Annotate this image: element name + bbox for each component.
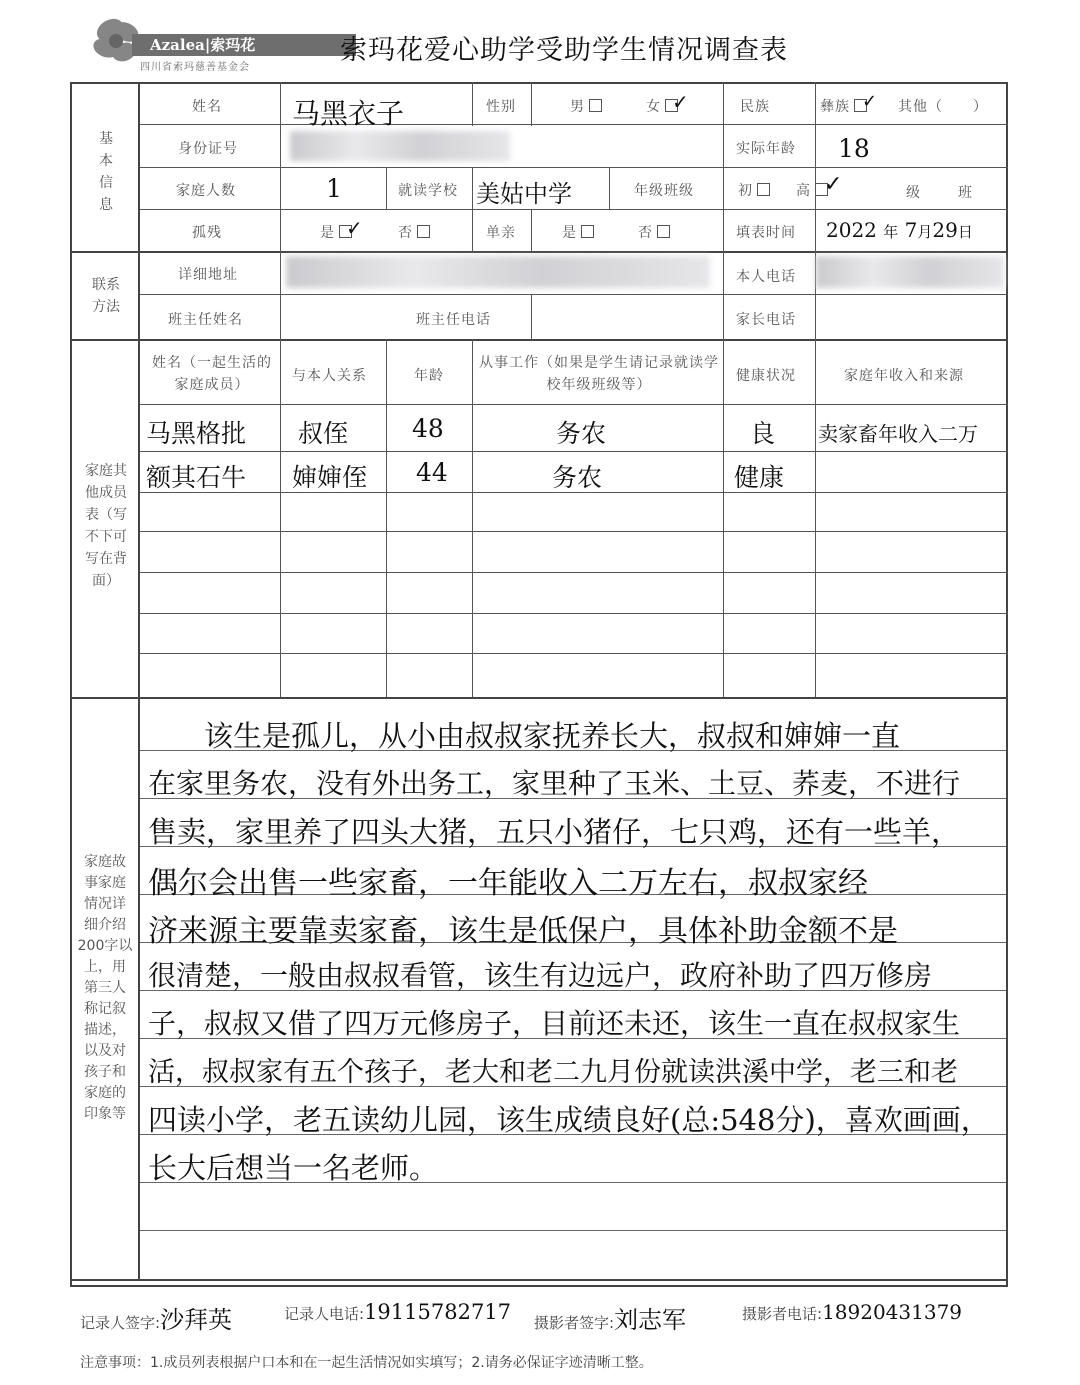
label-name: 姓名 xyxy=(192,99,222,115)
senior-option[interactable] xyxy=(796,172,844,200)
photographer-sig-value: 刘志军 xyxy=(614,1306,687,1334)
label-family-size: 家庭人数 xyxy=(176,183,236,199)
story-line-4: 偶尔会出售一些家畜，一年能收入二万左右，叔叔家经 xyxy=(148,866,868,901)
single-no-checkbox[interactable] xyxy=(657,225,670,238)
orphan-no-checkbox[interactable] xyxy=(417,225,430,238)
photographer-phone-label: 摄影者电话: xyxy=(742,1305,823,1323)
label-id: 身份证号 xyxy=(178,141,238,157)
recorder-sig-label: 记录人签字: xyxy=(80,1314,161,1332)
photographer-signature xyxy=(534,1300,686,1335)
check-mark-icon: ✓ xyxy=(862,91,879,112)
label-male: 男 xyxy=(570,99,585,115)
label-single: 单亲 xyxy=(486,225,516,241)
value-name: 马黑衣子 xyxy=(292,97,405,130)
check-mark-icon: ✓ xyxy=(346,216,364,240)
value-fill-date xyxy=(826,218,973,242)
date-month-unit: 月 xyxy=(917,223,933,241)
date-day: 29 xyxy=(932,218,958,242)
value-age: 18 xyxy=(838,134,870,163)
recorder-signature xyxy=(80,1300,232,1335)
story-line-8: 活，叔叔家有五个孩子，老大和老二九月份就读洪溪中学，老三和老 xyxy=(148,1057,958,1088)
date-day-unit: 日 xyxy=(957,223,973,241)
family-header-relation: 与本人关系 xyxy=(292,368,367,384)
logo-org: 四川省索玛慈善基金会 xyxy=(140,62,250,73)
label-gender: 性别 xyxy=(486,99,516,115)
junior-checkbox[interactable] xyxy=(757,183,770,196)
logo xyxy=(88,12,278,74)
family-header-job: 从事工作（如果是学生请记录就读学校年级班级等） xyxy=(479,355,719,393)
orphan-yes-option[interactable] xyxy=(320,216,364,242)
gender-female-option[interactable] xyxy=(646,90,690,116)
label-fill-date: 填表时间 xyxy=(736,225,796,241)
section-story: 家庭故 事家庭 情况详 细介绍 200字以 上，用 第三人 称记叙 描述， 以及对 孩子和 家庭的 印象等 xyxy=(77,854,133,1122)
story-line-1: 该生是孤儿，从小由叔叔家抚养长大，叔叔和婶婶一直 xyxy=(204,719,901,753)
family-header-name: 姓名（一起生活的家庭成员） xyxy=(152,355,272,393)
family-row-2-name: 额其石牛 xyxy=(146,463,247,492)
story-line-9: 四读小学，老五读幼儿园，该生成绩良好(总:548分)，喜欢画画， xyxy=(148,1103,990,1137)
value-school: 美姑中学 xyxy=(476,180,572,208)
label-teacher-name: 班主任姓名 xyxy=(168,312,243,328)
label-yi: 彝族 xyxy=(820,99,850,115)
single-yes-checkbox[interactable] xyxy=(581,225,594,238)
label-yes: 是 xyxy=(562,225,577,241)
gender-male-option[interactable] xyxy=(570,96,602,116)
label-female: 女 xyxy=(646,99,661,115)
story-line-10: 长大后想当一名老师。 xyxy=(148,1151,439,1185)
redacted-own-phone xyxy=(816,256,1004,288)
family-header-age: 年龄 xyxy=(414,368,444,384)
single-no-option[interactable] xyxy=(638,222,670,242)
logo-banner: Azalea|索玛花 xyxy=(132,34,356,56)
single-yes-option[interactable] xyxy=(562,222,594,242)
orphan-no-option[interactable] xyxy=(398,222,430,242)
family-row-1-name: 马黑格批 xyxy=(146,419,247,448)
recorder-phone-label: 记录人电话: xyxy=(284,1305,365,1323)
label-own-phone: 本人电话 xyxy=(736,269,796,285)
section-family: 家庭其 他成员 表（写 不下可 写在背 面） xyxy=(85,463,127,589)
story-line-3: 售卖，家里养了四头大猪，五只小猪仔，七只鸡，还有一些羊， xyxy=(148,815,961,849)
family-header-health: 健康状况 xyxy=(736,368,796,384)
label-teacher-phone: 班主任电话 xyxy=(416,312,491,328)
date-year-unit: 年 xyxy=(883,223,899,241)
family-row-1-age: 48 xyxy=(412,414,444,443)
check-mark-icon: ✓ xyxy=(672,90,690,114)
check-mark-icon: ✓ xyxy=(824,172,844,197)
photographer-phone-value: 18920431379 xyxy=(822,1300,963,1324)
label-ethnicity: 民族 xyxy=(740,99,770,115)
photographer-sig-label: 摄影者签字: xyxy=(534,1314,615,1332)
date-month: 7 xyxy=(904,218,918,242)
family-row-1-health: 良 xyxy=(750,419,776,448)
label-class: 班 xyxy=(958,185,973,201)
male-checkbox[interactable] xyxy=(589,99,602,112)
recorder-phone-value: 19115782717 xyxy=(364,1300,512,1324)
label-senior: 高 xyxy=(796,183,811,199)
redacted-address xyxy=(286,256,710,288)
family-row-2-age: 44 xyxy=(416,458,448,487)
label-age: 实际年龄 xyxy=(736,141,796,157)
label-grade-class: 年级班级 xyxy=(634,183,694,199)
recorder-phone xyxy=(284,1300,511,1324)
value-family-size: 1 xyxy=(326,174,342,203)
story-line-7: 子，叔叔又借了四万元修房子，目前还未还，该生一直在叔叔家生 xyxy=(148,1007,961,1040)
family-row-1-job: 务农 xyxy=(556,419,607,448)
story-line-6: 很清楚，一般由叔叔看管，该生有边远户，政府补助了四万修房 xyxy=(148,959,933,992)
junior-option[interactable] xyxy=(738,180,770,200)
ethnicity-yi-option[interactable] xyxy=(820,91,879,116)
redacted-id xyxy=(290,131,510,161)
recorder-sig-value: 沙拜英 xyxy=(160,1306,233,1334)
label-no: 否 xyxy=(638,225,653,241)
label-junior: 初 xyxy=(738,183,753,199)
label-grade: 级 xyxy=(906,185,921,201)
ethnicity-other: 其他（ ） xyxy=(898,99,988,115)
family-row-2-health: 健康 xyxy=(734,463,785,492)
label-address: 详细地址 xyxy=(178,267,238,283)
family-row-2-relation: 婶婶侄 xyxy=(292,463,368,492)
label-orphan: 孤残 xyxy=(192,225,222,241)
story-line-5: 济来源主要靠卖家畜，该生是低保户，具体补助金额不是 xyxy=(148,914,898,949)
family-row-1-income: 卖家畜年收入二万 xyxy=(818,422,978,446)
section-basic: 基 本 信 息 xyxy=(99,131,113,213)
label-parent-phone: 家长电话 xyxy=(736,312,796,328)
footer-note: 注意事项：1.成员列表根据户口本和在一起生活情况如实填写；2.请务必保证字迹清晰工整。 xyxy=(80,1355,653,1371)
label-no: 否 xyxy=(398,225,413,241)
photographer-phone xyxy=(742,1300,962,1324)
section-contact: 联系 方法 xyxy=(92,277,120,315)
date-year: 2022 xyxy=(826,218,877,242)
family-row-1-relation: 叔侄 xyxy=(298,419,349,448)
label-school: 就读学校 xyxy=(398,183,458,199)
family-row-2-job: 务农 xyxy=(552,463,603,492)
story-line-2: 在家里务农，没有外出务工，家里种了玉米、土豆、荞麦，不进行 xyxy=(148,767,961,800)
family-header-income: 家庭年收入和来源 xyxy=(844,368,964,384)
label-yes: 是 xyxy=(320,225,335,241)
form-title: 索玛花爱心助学受助学生情况调查表 xyxy=(340,35,788,66)
